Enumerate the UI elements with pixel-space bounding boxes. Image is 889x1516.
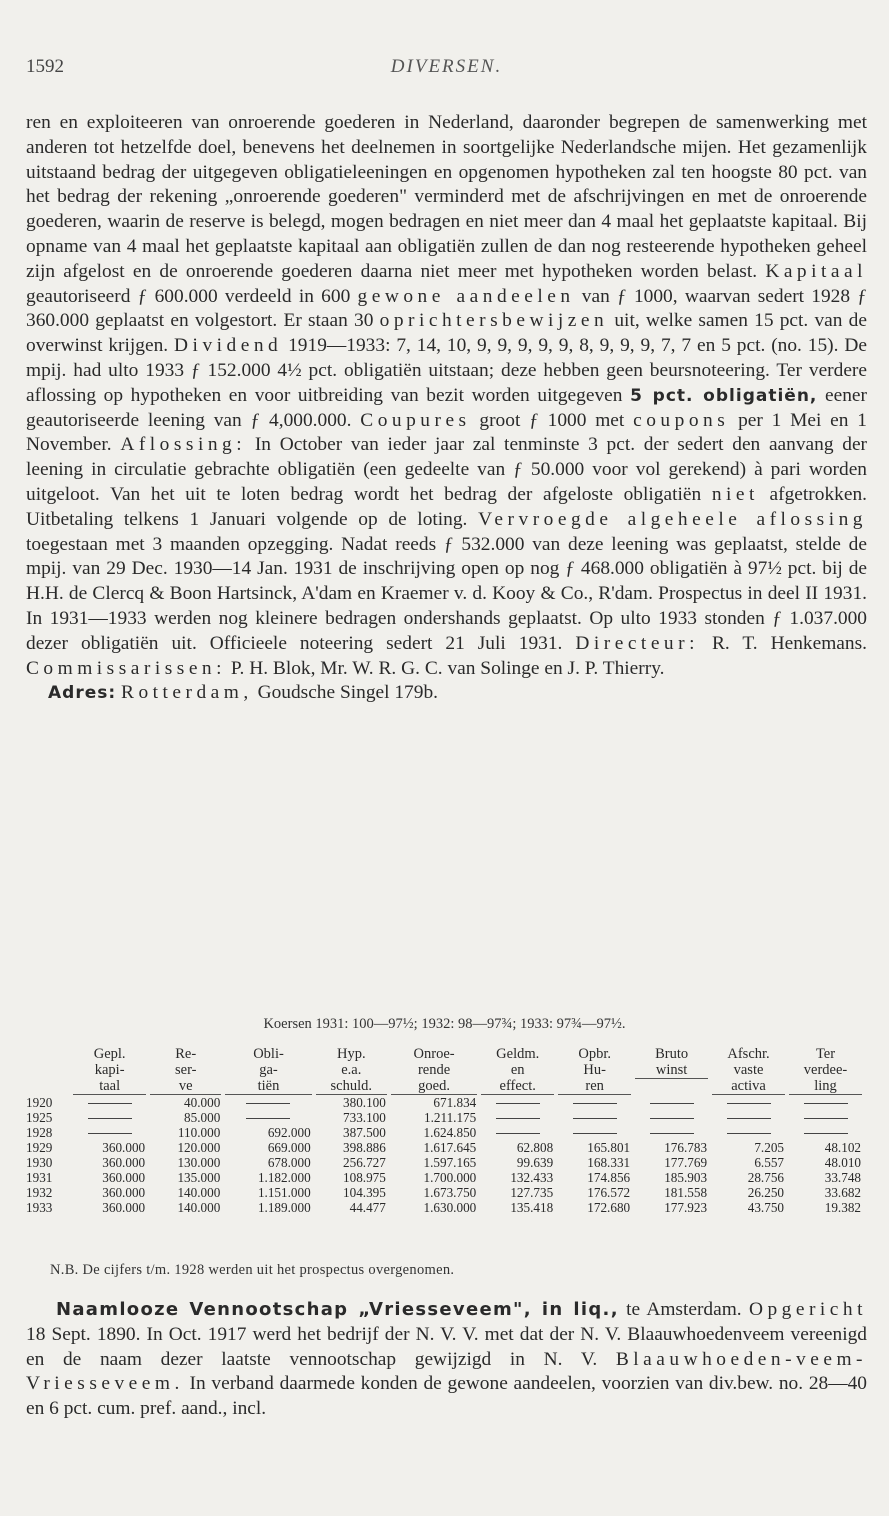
table-cell: 130.000: [177, 1155, 221, 1170]
table-row: [26, 1095, 864, 1110]
column-header-line: Hu-: [583, 1062, 606, 1078]
table-cell: [479, 1110, 556, 1125]
year-cell: 1932: [26, 1185, 53, 1200]
table-cell: [633, 1095, 710, 1110]
table-row: [26, 1110, 864, 1125]
table-cell: [710, 1125, 787, 1140]
table-cell: 360.000: [102, 1155, 146, 1170]
column-header: [787, 1046, 864, 1095]
column-header-line: ga-: [259, 1062, 278, 1078]
column-header: [556, 1046, 633, 1095]
table-cell: [223, 1110, 313, 1125]
empty-dash: [650, 1133, 694, 1134]
table-row: [26, 1155, 864, 1170]
table-cell: 360.000: [102, 1185, 146, 1200]
table-cell: 43.750: [747, 1200, 784, 1215]
spaced-term: Aflossing:: [120, 434, 247, 456]
table-cell: 174.856: [587, 1170, 631, 1185]
table-cell: 28.756: [747, 1170, 784, 1185]
table-cell: 1.189.000: [257, 1200, 311, 1215]
table-cell: 40.000: [184, 1095, 221, 1110]
text-segment: 18 Sept. 1890. In Oct. 1917 werd het bedrijf der N. V. V. met dat der N. V. Blaauwhoedenveem vereenigd en de naam dezer laatste vennootschap gewijzigd in N. V.: [26, 1323, 867, 1370]
column-header-line: ser-: [174, 1062, 197, 1078]
column-header: [71, 1046, 148, 1095]
spaced-term: Blaauwhoeden-veem-Vriesseveem.: [26, 1348, 867, 1395]
column-header-line: Gepl.: [93, 1046, 126, 1062]
footnote: N.B. De cijfers t/m. 1928 werden uit het prospectus overgenomen.: [50, 1262, 455, 1278]
empty-dash: [496, 1118, 540, 1119]
table-cell: 360.000: [102, 1200, 146, 1215]
column-header: [633, 1046, 710, 1095]
empty-dash: [88, 1133, 132, 1134]
table-cell: 181.558: [664, 1185, 708, 1200]
empty-dash: [573, 1133, 617, 1134]
text-segment: R. T. Henkemans.: [698, 632, 867, 654]
empty-dash: [727, 1103, 771, 1104]
column-header-line: Obli-: [253, 1046, 284, 1062]
empty-dash: [496, 1133, 540, 1134]
column-header-line: kapi-: [94, 1062, 125, 1078]
table-cell: 380.100: [343, 1095, 386, 1110]
column-header-line: ren: [558, 1078, 631, 1095]
table-cell: 85.000: [184, 1110, 221, 1125]
table-cell: [71, 1095, 148, 1110]
empty-dash: [573, 1118, 617, 1119]
year-cell: 1931: [26, 1170, 53, 1185]
text-segment: toegestaan met 3 maanden opzegging. Nadat reeds ƒ 532.000 van deze leening was geplaatst, stelde de mpij. van 29 Dec. 1930—14 Jan. 1931 de inschrijving open op nog ƒ 468.000 obligatiën à 97½ pct. bij de H.H. de Clercq & Boon Hartsinck, A'dam en Kraemer v. d. Kooy & Co., R'dam. Prospectus in deel II 1931. In 1931—1933 werden nog kleinere bedragen ondershands geplaatst. Op ulto 1933 stonden ƒ 1.037.000 dezer obligatiën uit. Officieele noteering sedert 21 Juli 1931.: [26, 533, 867, 654]
table-cell: [710, 1095, 787, 1110]
column-header: [148, 1046, 223, 1095]
table-cell: 135.000: [177, 1170, 221, 1185]
table-cell: [71, 1125, 148, 1140]
koersen-line: Koersen 1931: 100—97½; 1932: 98—97¾; 1933: 97¾—97½.: [263, 1016, 626, 1032]
table-cell: 33.682: [824, 1185, 861, 1200]
table-cell: 44.477: [349, 1200, 386, 1215]
column-header-line: en: [510, 1062, 525, 1078]
column-header-line: tiën: [225, 1078, 311, 1095]
table-cell: 1.151.000: [257, 1185, 311, 1200]
table-cell: 176.572: [587, 1185, 631, 1200]
table-cell: 6.557: [754, 1155, 784, 1170]
table-cell: 678.000: [267, 1155, 311, 1170]
empty-dash: [804, 1103, 848, 1104]
spaced-term: Coupures: [360, 409, 471, 431]
table-cell: [71, 1110, 148, 1125]
table-cell: 140.000: [177, 1200, 221, 1215]
column-header-line: Geldm.: [496, 1046, 540, 1062]
table-cell: 177.923: [664, 1200, 708, 1215]
empty-dash: [727, 1133, 771, 1134]
column-header: [710, 1046, 787, 1095]
table-row: [26, 1200, 864, 1215]
table-cell: 127.735: [510, 1185, 554, 1200]
page-header: [26, 56, 867, 86]
table-cell: [787, 1110, 864, 1125]
entry-indent: [26, 1299, 56, 1320]
table-cell: [479, 1095, 556, 1110]
table-cell: 1.211.175: [423, 1110, 477, 1125]
table-cell: [556, 1095, 633, 1110]
table-row: [26, 1125, 864, 1140]
table-cell: [787, 1095, 864, 1110]
table-cell: 7.205: [754, 1140, 784, 1155]
text-segment: ren en exploiteeren van onroerende goederen in Nederland, daaronder begrepen de samenwerking met anderen tot hetzelfde doel, benevens het deelnemen in soortgelijke Nederlandsche mijen. Het gezamenlijk uitstaand bedrag der uitgegeven obligatieleeningen en opgenomen hypotheken zal ten hoogste 80 pct. van het bedrag der rekening „onroerende goederen" verminderd met de afschrijvingen en met de onroerende goederen, waarin de reserve is belegd, mogen bedragen en niet meer dan 4 maal het geplaatste kapitaal. Bij opname van 4 maal het geplaatste kapitaal aan obligatiën zullen de dan nog resteerende hypotheken geheel zijn afgelost en de onroerende goederen daarna niet meer met hypotheken worden belast.: [26, 112, 867, 282]
table-cell: 1.630.000: [423, 1200, 477, 1215]
text-segment: P. H. Blok, Mr. W. R. G. C. van Solinge en J. P. Thierry.: [226, 657, 665, 679]
column-header-line: taal: [73, 1078, 146, 1095]
text-segment: eener geautoriseerde leening van ƒ 4,000.000.: [26, 384, 867, 431]
column-header-line: vaste: [733, 1062, 764, 1078]
table-cell: 398.886: [343, 1140, 386, 1155]
financial-table: [26, 1046, 864, 1215]
column-header-line: schuld.: [316, 1078, 387, 1095]
spaced-term: gewone aandeelen: [357, 285, 575, 307]
table-cell: [633, 1110, 710, 1125]
table-row: [26, 1185, 864, 1200]
table-row: [26, 1140, 864, 1155]
spaced-term: Commissarissen:: [26, 657, 227, 679]
year-cell: 1929: [26, 1140, 53, 1155]
text-segment: In verband daarmede konden de gewone aandeelen, voorzien van div.bew. no. 28—40 en 6 pct. cum. pref. aand., incl.: [26, 1373, 867, 1420]
table-cell: 120.000: [177, 1140, 221, 1155]
empty-dash: [804, 1118, 848, 1119]
table-cell: 733.100: [343, 1110, 386, 1125]
table-cell: [479, 1125, 556, 1140]
table-cell: 19.382: [824, 1200, 861, 1215]
table-cell: 132.433: [510, 1170, 554, 1185]
table-cell: 360.000: [102, 1170, 146, 1185]
page-number: 1592: [26, 56, 64, 77]
table-cell: 135.418: [510, 1200, 554, 1215]
table-cell: 256.727: [343, 1155, 386, 1170]
text-segment: te Amsterdam.: [618, 1299, 749, 1320]
table-row: [26, 1170, 864, 1185]
empty-dash: [246, 1118, 290, 1119]
spaced-term: coupons: [633, 409, 730, 431]
running-title: DIVERSEN.: [390, 56, 503, 77]
column-header-line: e.a.: [341, 1062, 362, 1078]
company-description: [26, 111, 867, 706]
column-header: [314, 1046, 389, 1095]
table-cell: [556, 1110, 633, 1125]
empty-dash: [804, 1133, 848, 1134]
year-cell: 1933: [26, 1200, 53, 1215]
text-segment: afgetrokken. Uitbetaling telkens 1 Januari volgende op de loting.: [26, 483, 867, 530]
table-cell: 185.903: [664, 1170, 708, 1185]
column-header: [223, 1046, 313, 1095]
year-cell: 1930: [26, 1155, 53, 1170]
table-cell: 172.680: [587, 1200, 631, 1215]
table-cell: 360.000: [102, 1140, 146, 1155]
table-cell: 1.673.750: [423, 1185, 477, 1200]
table-cell: 1.182.000: [257, 1170, 311, 1185]
column-header-line: activa: [712, 1078, 785, 1095]
column-header-line: verdee-: [803, 1062, 848, 1078]
spaced-term: Dividend: [174, 335, 283, 357]
year-cell: 1928: [26, 1125, 53, 1140]
table-cell: 168.331: [587, 1155, 631, 1170]
text-segment: 1919—1933: 7, 14, 10, 9, 9, 9, 9, 9, 8, 9, 9, 9, 7, 7 en 5 pct. (no. 15). De mpij. had ulto 1933 ƒ 152.000 4½ pct. obligatiën uitstaan; deze hebben geen beursnoteering. Ter verdere aflossing op hypotheken en voor uitbreiding van bezit worden uitgegeven: [26, 335, 867, 406]
column-header-line: Afschr.: [727, 1046, 770, 1062]
year-cell: 1920: [26, 1095, 53, 1110]
table-cell: 33.748: [824, 1170, 861, 1185]
table-cell: 176.783: [664, 1140, 708, 1155]
empty-dash: [496, 1103, 540, 1104]
table-cell: [556, 1125, 633, 1140]
column-header-line: ling: [789, 1078, 862, 1095]
table-cell: [633, 1125, 710, 1140]
address-street: Goudsche Singel 179b.: [252, 682, 438, 704]
table-cell: 1.597.165: [423, 1155, 477, 1170]
address-label: Adres:: [48, 683, 117, 704]
spaced-term: Directeur:: [575, 632, 699, 654]
table-cell: 165.801: [587, 1140, 631, 1155]
table-cell: 48.102: [824, 1140, 861, 1155]
table-cell: 108.975: [343, 1170, 386, 1185]
empty-dash: [727, 1118, 771, 1119]
table-cell: 26.250: [747, 1185, 784, 1200]
company-title: Naamlooze Vennootschap „Vriesseveem", in liq.,: [56, 1299, 619, 1320]
spaced-term: Opgericht: [748, 1299, 867, 1320]
empty-dash: [650, 1118, 694, 1119]
table-cell: [223, 1095, 313, 1110]
table-cell: 140.000: [177, 1185, 221, 1200]
column-header-line: Ter: [815, 1046, 836, 1062]
year-cell: 1925: [26, 1110, 53, 1125]
address-line: [26, 682, 438, 703]
text-segment: uit, welke samen 15 pct. van de overwinst krijgen.: [26, 310, 867, 357]
empty-dash: [650, 1103, 694, 1104]
table-cell: 104.395: [343, 1185, 386, 1200]
spaced-term: Kapitaal: [765, 260, 867, 282]
table-cell: 669.000: [267, 1140, 311, 1155]
column-header-line: effect.: [481, 1078, 554, 1095]
table-cell: 1.624.850: [423, 1125, 477, 1140]
column-header-line: Re-: [175, 1046, 197, 1062]
table-cell: 1.617.645: [423, 1140, 477, 1155]
column-header-line: Onroe-: [413, 1046, 455, 1062]
empty-dash: [88, 1103, 132, 1104]
table-cell: 62.808: [516, 1140, 554, 1155]
text-segment: groot ƒ 1000 met: [470, 409, 634, 431]
column-header-line: winst: [635, 1062, 708, 1079]
text-segment: per 1 Mei en 1 November.: [26, 409, 867, 456]
table-cell: 387.500: [343, 1125, 386, 1140]
table-header-row: [26, 1046, 864, 1095]
table-body: [26, 1095, 864, 1215]
table-cell: [710, 1110, 787, 1125]
table-cell: 110.000: [177, 1125, 221, 1140]
table-cell: [787, 1125, 864, 1140]
column-header: [389, 1046, 479, 1095]
column-header-line: Hyp.: [336, 1046, 366, 1062]
column-header-line: Bruto: [655, 1046, 689, 1062]
table-cell: 692.000: [267, 1125, 311, 1140]
column-header-line: goed.: [391, 1078, 477, 1095]
column-header-line: ve: [150, 1078, 221, 1095]
text-segment: van ƒ 1000, waarvan sedert 1928 ƒ 360.000 geplaatst en volgestort. Er staan 30: [26, 285, 867, 332]
empty-dash: [88, 1118, 132, 1119]
table-cell: 1.700.000: [423, 1170, 477, 1185]
spaced-term: niet: [711, 483, 759, 505]
table-cell: 48.010: [824, 1155, 861, 1170]
empty-dash: [573, 1103, 617, 1104]
bold-heading-obligaties: 5 pct. obligatiën,: [630, 385, 818, 406]
column-header: [26, 1046, 71, 1095]
empty-dash: [246, 1103, 290, 1104]
spaced-term: Vervroegde algeheele aflossing: [478, 508, 867, 530]
address-city: Rotterdam,: [121, 682, 253, 704]
text-segment: In October van ieder jaar zal tenminste 3 pct. der sedert den aanvang der leening in circulatie gebrachte obligatiën (een gedeelte van ƒ 50.000 voor vol gerekend) à pari worden uitgeloot. Van het uit te loten bedrag wordt het bedrag der afgeloste obligatiën: [26, 434, 868, 505]
company-entry-vriesseveem: [26, 1298, 867, 1422]
table-cell: 99.639: [516, 1155, 554, 1170]
table-cell: 671.834: [433, 1095, 477, 1110]
column-header-line: rende: [417, 1062, 451, 1078]
column-header-line: Opbr.: [578, 1046, 611, 1062]
table-cell: 177.769: [664, 1155, 708, 1170]
spaced-term: oprichtersbewijzen: [379, 310, 609, 332]
column-header: [479, 1046, 556, 1095]
text-segment: geautoriseerd ƒ 600.000 verdeeld in 600: [26, 285, 358, 307]
